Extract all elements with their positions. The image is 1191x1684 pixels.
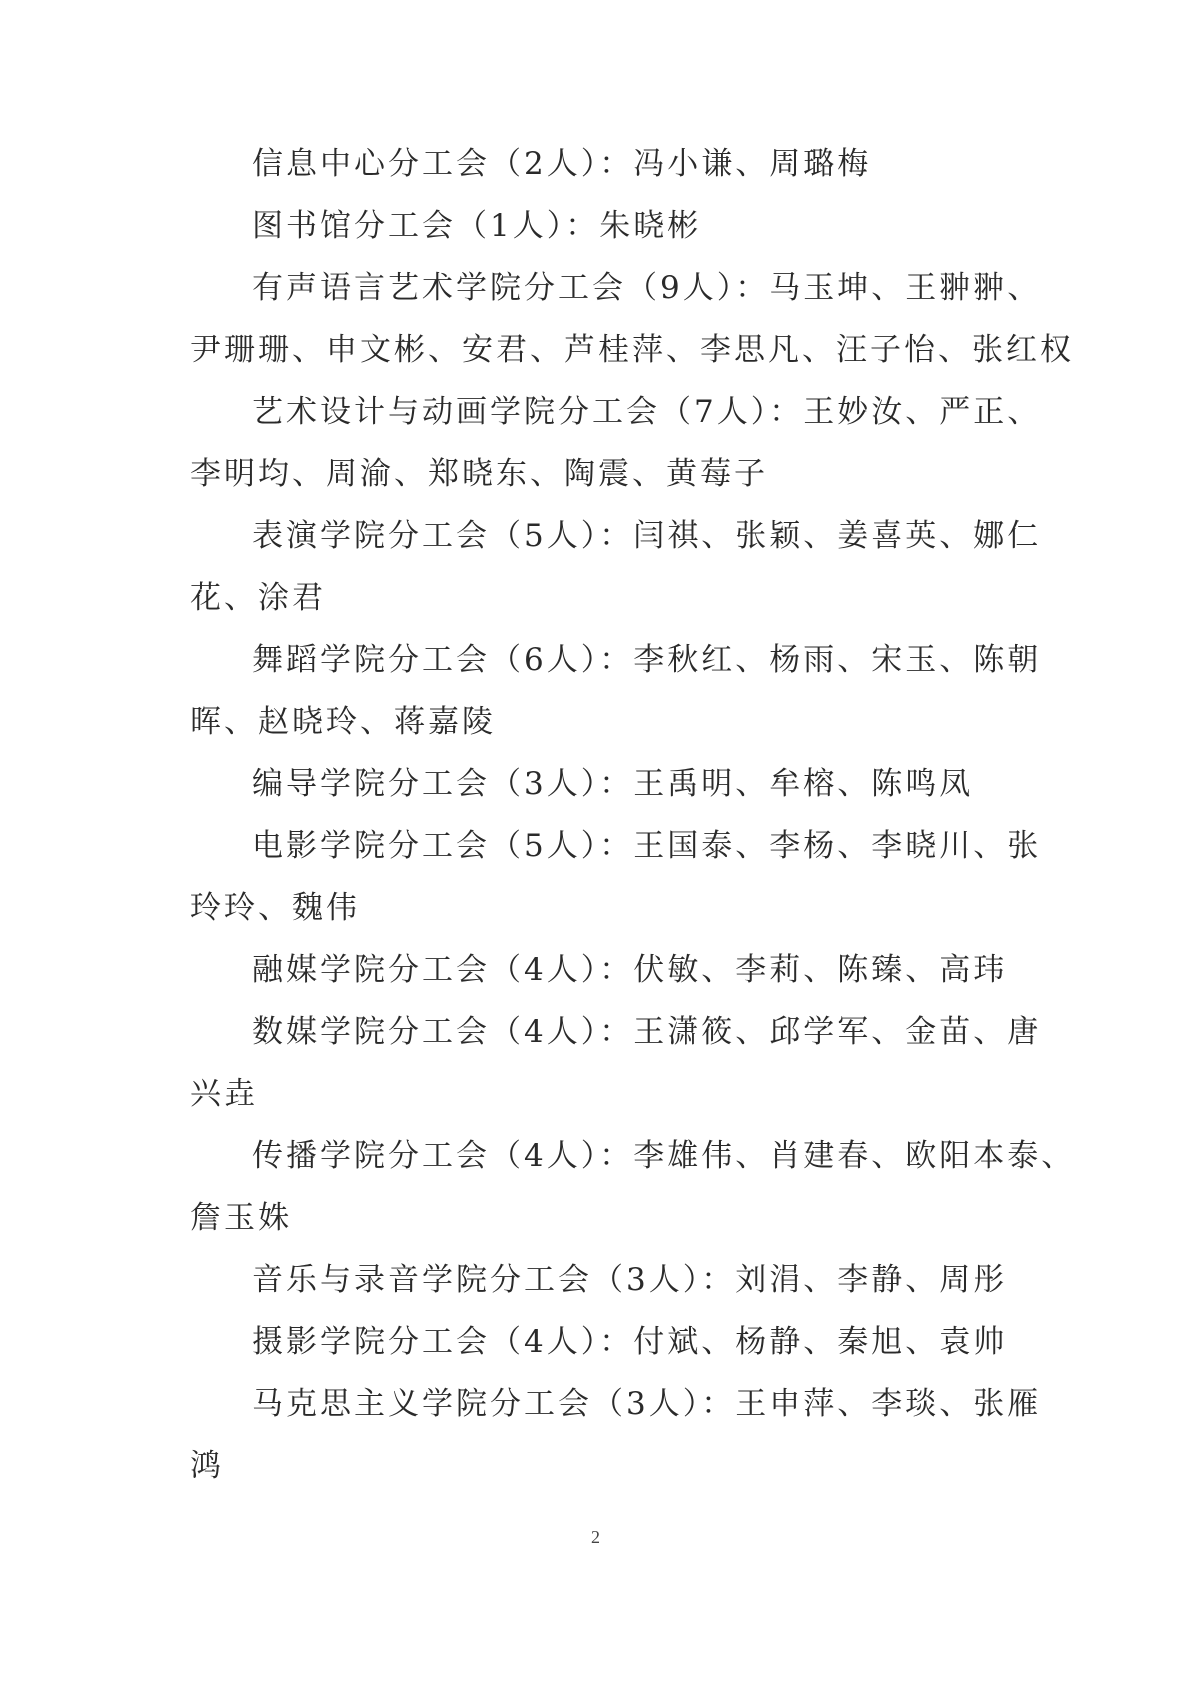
text-line: 花、涂君 bbox=[190, 580, 326, 616]
text-line: 数媒学院分工会（4人）：王潇筱、邱学军、金苗、唐 bbox=[252, 1014, 1042, 1050]
text-line: 舞蹈学院分工会（6人）：李秋红、杨雨、宋玉、陈朝 bbox=[252, 642, 1042, 678]
text-line: 摄影学院分工会（4人）：付斌、杨静、秦旭、袁帅 bbox=[252, 1324, 1008, 1360]
text-line: 表演学院分工会（5人）：闫祺、张颖、姜喜英、娜仁 bbox=[252, 518, 1042, 554]
text-line: 图书馆分工会（1人）：朱晓彬 bbox=[252, 208, 702, 244]
text-line: 兴垚 bbox=[190, 1076, 258, 1112]
text-line: 李明均、周渝、郑晓东、陶震、黄莓子 bbox=[190, 456, 768, 492]
text-line: 信息中心分工会（2人）：冯小谦、周璐梅 bbox=[252, 146, 872, 182]
text-line: 艺术设计与动画学院分工会（7人）：王妙汝、严正、 bbox=[252, 394, 1042, 430]
text-line: 詹玉姝 bbox=[190, 1200, 292, 1236]
text-line: 玲玲、魏伟 bbox=[190, 890, 360, 926]
text-line: 电影学院分工会（5人）：王国泰、李杨、李晓川、张 bbox=[252, 828, 1042, 864]
text-line: 融媒学院分工会（4人）：伏敏、李莉、陈臻、高玮 bbox=[252, 952, 1008, 988]
text-line: 编导学院分工会（3人）：王禹明、牟榕、陈鸣凤 bbox=[252, 766, 974, 802]
text-line: 晖、赵晓玲、蒋嘉陵 bbox=[190, 704, 496, 740]
page-number: 2 bbox=[591, 1527, 600, 1547]
text-line: 马克思主义学院分工会（3人）：王申萍、李琰、张雁 bbox=[252, 1386, 1042, 1422]
text-line: 鸿 bbox=[190, 1448, 224, 1484]
text-line: 传播学院分工会（4人）：李雄伟、肖建春、欧阳本泰、 bbox=[252, 1138, 1076, 1174]
text-line: 有声语言艺术学院分工会（9人）：马玉坤、王翀翀、 bbox=[252, 270, 1042, 306]
text-line: 尹珊珊、申文彬、安君、芦桂萍、李思凡、汪子怡、张红权 bbox=[190, 332, 1074, 368]
union-member-list bbox=[190, 146, 1076, 1484]
text-line: 音乐与录音学院分工会（3人）：刘涓、李静、周彤 bbox=[252, 1262, 1008, 1298]
